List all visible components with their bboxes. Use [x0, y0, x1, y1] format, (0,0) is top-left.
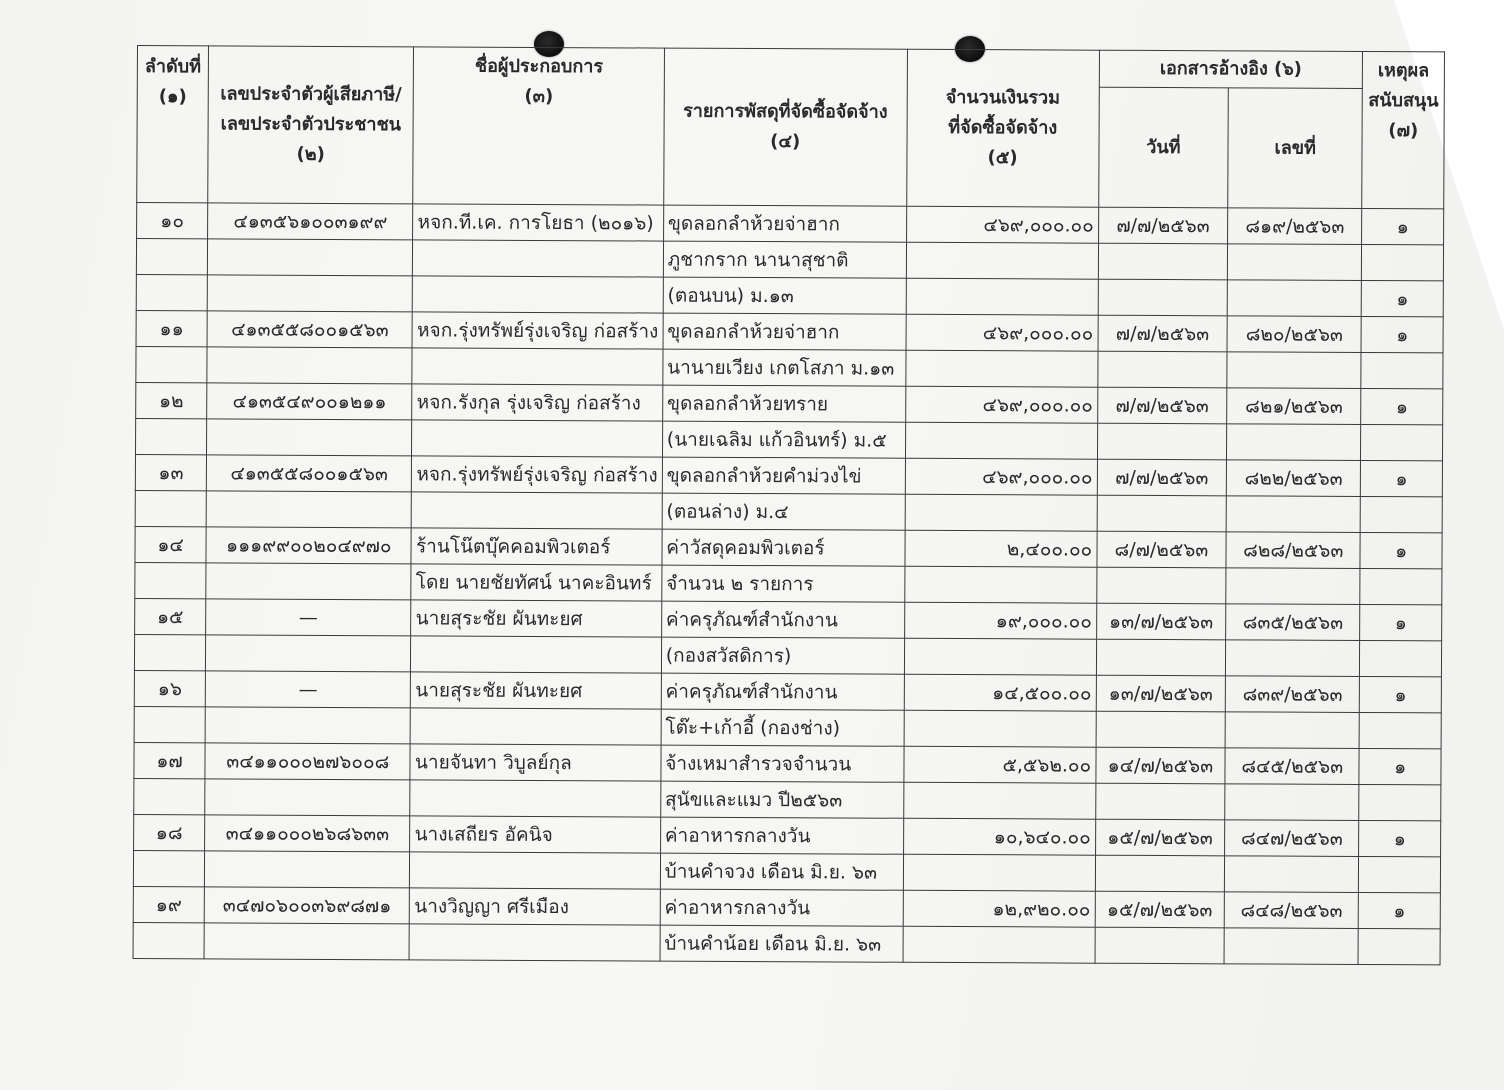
cell-ref-number [1225, 712, 1359, 749]
cell-ref-number-text: ๘๒๑/๒๕๖๓ [1245, 394, 1343, 418]
cell-tax-id-text: ๔๑๓๕๖๑๐๐๓๑๙๙ [233, 209, 388, 233]
cell-ref-date-text: ๑๕/๗/๒๕๖๓ [1106, 898, 1213, 921]
cell-item [660, 853, 903, 890]
cell-vendor [410, 780, 660, 817]
header-ref-date [1098, 87, 1228, 208]
cell-reason [1360, 496, 1442, 532]
cell-index [135, 490, 206, 526]
cell-ref-date-text: ๗/๗/๒๕๖๓ [1115, 322, 1210, 345]
cell-index-text: ๑๐ [160, 209, 185, 232]
cell-index-text: ๑๖ [157, 677, 183, 700]
cell-amount [904, 710, 1096, 747]
cell-tax-id-text: ๑๑๑๙๙๐๐๒๐๔๙๗๐ [226, 533, 392, 557]
cell-tax-id [206, 455, 412, 492]
cell-item-text: (ตอนล่าง) ม.๔ [666, 500, 789, 523]
cell-tax-id [207, 419, 413, 456]
cell-index [134, 742, 205, 778]
cell-amount-text: ๒,๔๐๐.๐๐ [1006, 537, 1093, 561]
cell-amount [904, 674, 1096, 711]
cell-item [662, 457, 905, 494]
cell-amount-text: ๑๐,๖๔๐.๐๐ [993, 825, 1091, 849]
cell-ref-date [1095, 891, 1225, 928]
cell-vendor-text: นายสุระชัย ผันทะยศ [415, 606, 583, 630]
cell-tax-id-text: — [298, 606, 319, 629]
header-ref-number-label: เลขที่ [1274, 137, 1316, 159]
cell-item [662, 421, 905, 458]
cell-ref-number-text: ๘๔๘/๒๕๖๓ [1240, 898, 1343, 922]
cell-reason-text: ๑ [1394, 611, 1407, 634]
cell-tax-id-text: — [298, 678, 318, 701]
cell-amount [906, 242, 1098, 279]
cell-index-text: ๑๔ [157, 533, 184, 556]
cell-tax-id [206, 635, 412, 672]
cell-amount [904, 638, 1096, 675]
cell-item [663, 205, 906, 242]
cell-tax-id-text: ๓๔๑๑๐๐๐๒๗๖๐๐๘ [226, 749, 390, 773]
cell-tax-id [205, 707, 411, 744]
cell-ref-date-text: ๑๔/๗/๒๕๖๓ [1107, 754, 1214, 777]
cell-item-text: สุนัขและแมว ปี๒๕๖๓ [665, 788, 843, 811]
cell-index [136, 382, 207, 418]
cell-vendor [412, 456, 662, 493]
cell-index [135, 526, 206, 562]
cell-tax-id [205, 815, 411, 852]
cell-item-text: ค่าครุภัณฑ์สำนักงาน [665, 680, 838, 703]
cell-amount [906, 278, 1098, 315]
cell-tax-id [207, 347, 413, 384]
cell-item-text: โต๊ะ+เก้าอี้ (กองช่าง) [665, 716, 841, 739]
cell-amount [904, 602, 1096, 639]
cell-reason [1362, 244, 1444, 280]
cell-amount-text: ๑๙,๐๐๐.๐๐ [995, 609, 1092, 633]
cell-index [134, 670, 205, 706]
cell-index [136, 274, 207, 310]
cell-reason-text: ๑ [1394, 683, 1407, 706]
cell-tax-id-text: ๔๑๓๕๔๙๐๐๑๒๑๑ [232, 389, 387, 413]
cell-amount [905, 386, 1097, 423]
cell-ref-date [1096, 603, 1226, 640]
cell-ref-date [1097, 423, 1227, 460]
cell-ref-date [1095, 783, 1225, 820]
cell-tax-id [205, 671, 411, 708]
header-amount-label: จำนวนเงินรวม ที่จัดซื้อจัดจ้าง (๕) [945, 86, 1061, 169]
cell-item-text: จำนวน ๒ รายการ [666, 572, 814, 595]
cell-amount [906, 206, 1098, 243]
cell-ref-number-text: ๘๒๒/๒๕๖๓ [1244, 466, 1343, 490]
cell-ref-number [1226, 640, 1360, 677]
cell-ref-number-text: ๘๒๘/๒๕๖๓ [1243, 538, 1344, 562]
cell-ref-number [1226, 568, 1360, 605]
cell-tax-id [205, 779, 411, 816]
cell-ref-number [1227, 280, 1361, 317]
cell-ref-date [1096, 639, 1226, 676]
cell-vendor [412, 384, 662, 421]
cell-ref-number [1225, 856, 1359, 893]
cell-vendor-text: หจก.รุ่งทรัพย์รุ่งเจริญ ก่อสร้าง [416, 462, 658, 487]
cell-reason [1360, 568, 1442, 604]
cell-ref-date-text: ๑๕/๗/๒๕๖๓ [1107, 826, 1213, 849]
cell-reason [1361, 424, 1443, 460]
cell-index [136, 310, 207, 346]
cell-amount-text: ๑๔,๕๐๐.๐๐ [992, 681, 1092, 705]
cell-index [133, 850, 204, 886]
cell-ref-date-text: ๑๓/๗/๒๕๖๓ [1108, 682, 1213, 705]
cell-vendor-text: หจก.รุ่งทรัพย์รุ่งเจริญ ก่อสร้าง [417, 318, 659, 343]
cell-ref-number-text: ๘๓๙/๒๕๖๓ [1242, 682, 1343, 706]
cell-reason-text: ๑ [1395, 395, 1409, 418]
cell-amount [905, 494, 1097, 531]
cell-ref-date [1096, 711, 1226, 748]
cell-item [660, 817, 903, 854]
cell-reason [1360, 532, 1442, 568]
cell-item-text: นานายเวียง เกตโสภา ม.๑๓ [667, 356, 895, 380]
cell-amount-text: ๕,๕๖๒.๐๐ [1002, 753, 1092, 777]
cell-reason [1359, 712, 1441, 748]
cell-ref-date [1098, 243, 1228, 280]
cell-ref-number [1227, 316, 1361, 353]
cell-tax-id-text: ๔๑๓๕๕๘๐๐๑๕๖๓ [231, 317, 389, 341]
header-tax-id-label: เลขประจำตัวผู้เสียภาษี/ เลขประจำตัวประชาชน (๒) [220, 83, 402, 165]
cell-tax-id-text: ๔๑๓๕๕๘๐๐๑๕๖๓ [230, 461, 388, 485]
cell-ref-number [1227, 388, 1361, 425]
cell-reason-text: ๑ [1396, 323, 1409, 346]
cell-ref-date [1097, 387, 1227, 424]
cell-ref-number [1225, 820, 1359, 857]
cell-item-text: (กองสวัสดิการ) [665, 644, 792, 667]
cell-item [660, 889, 903, 926]
cell-ref-date [1097, 531, 1227, 568]
cell-vendor-text: หจก.รังกุล รุ่งเจริญ ก่อสร้าง [416, 390, 641, 414]
cell-reason [1358, 928, 1440, 964]
header-index-label: ลำดับที่ (๑) [144, 56, 202, 108]
cell-item-text: ขุดลอกลำห้วยคำม่วงไข่ [666, 464, 862, 488]
cell-amount [903, 890, 1095, 927]
cell-tax-id [206, 527, 412, 564]
cell-amount [904, 566, 1096, 603]
cell-ref-date [1097, 459, 1227, 496]
cell-reason [1359, 784, 1441, 820]
cell-tax-id [206, 563, 412, 600]
cell-amount [905, 530, 1097, 567]
header-amount [906, 49, 1099, 207]
cell-tax-id-text: ๓๔๗๐๖๐๐๓๖๙๘๗๑ [222, 893, 392, 917]
cell-index-text: ๑๙ [155, 893, 182, 916]
cell-item [663, 241, 906, 278]
cell-tax-id [206, 599, 412, 636]
cell-reason [1361, 316, 1443, 352]
cell-item [661, 673, 904, 710]
cell-vendor [411, 636, 661, 673]
cell-vendor [412, 348, 662, 385]
cell-amount [905, 458, 1097, 495]
cell-amount [903, 818, 1095, 855]
cell-ref-date [1096, 747, 1226, 784]
cell-reason-text: ๑ [1393, 899, 1406, 922]
cell-ref-number-text: ๘๔๗/๒๕๖๓ [1240, 826, 1343, 850]
cell-ref-date-text: ๗/๗/๒๕๖๓ [1115, 466, 1209, 489]
cell-item-text: ค่าครุภัณฑ์สำนักงาน [665, 608, 838, 631]
table-row [133, 922, 1440, 964]
cell-index [134, 814, 205, 850]
cell-ref-number [1226, 604, 1360, 641]
cell-amount [906, 314, 1098, 351]
cell-item-text: บ้านคำน้อย เดือน มิ.ย. ๖๓ [664, 932, 882, 956]
header-reason [1362, 51, 1444, 208]
cell-tax-id [206, 491, 412, 528]
cell-item [662, 565, 905, 602]
cell-vendor [411, 564, 661, 601]
cell-amount-text: ๔๖๙,๐๐๐.๐๐ [982, 465, 1093, 489]
header-row-top [137, 46, 1444, 89]
cell-reason [1359, 892, 1441, 928]
cell-item [662, 529, 905, 566]
cell-reason-text: ๑ [1396, 215, 1409, 238]
cell-index [133, 922, 204, 958]
header-item [663, 48, 907, 206]
cell-vendor [410, 852, 660, 889]
cell-reason [1360, 640, 1442, 676]
cell-amount [904, 746, 1096, 783]
cell-ref-date-text: ๑๓/๗/๒๕๖๓ [1108, 610, 1214, 633]
cell-item [661, 601, 904, 638]
cell-index [134, 778, 205, 814]
cell-index-text: ๑๗ [156, 749, 183, 772]
cell-reason-text: ๑ [1396, 287, 1409, 310]
cell-vendor-text: ร้านโน๊ตบุ๊คคอมพิวเตอร์ [415, 534, 611, 558]
cell-ref-date [1098, 207, 1228, 244]
cell-reason [1359, 748, 1441, 784]
cell-reason-text: ๑ [1395, 467, 1408, 490]
header-reason-label: เหตุผล สนับสนุน (๗) [1368, 60, 1439, 142]
cell-tax-id [207, 239, 413, 276]
cell-tax-id [207, 311, 413, 348]
cell-item [662, 493, 905, 530]
cell-ref-date [1098, 315, 1228, 352]
cell-item-text: (นายเฉลิม แก้วอินทร์) ม.๕ [666, 428, 887, 452]
cell-ref-number [1224, 892, 1358, 929]
cell-vendor [411, 708, 661, 745]
cell-reason [1361, 388, 1443, 424]
cell-ref-date [1095, 855, 1225, 892]
table-body [133, 203, 1444, 965]
cell-vendor-text: นางเสถียร อัคนิจ [414, 822, 553, 846]
cell-item-text: (ตอนบน) ม.๑๓ [667, 284, 794, 307]
cell-ref-date-text: ๘/๗/๒๕๖๓ [1114, 538, 1209, 561]
cell-ref-number-text: ๘๔๕/๒๕๖๓ [1241, 754, 1344, 778]
cell-amount-text: ๑๒,๙๒๐.๐๐ [992, 897, 1091, 921]
cell-tax-id [207, 383, 413, 420]
cell-vendor-text: หจก.ที.เค. การโยธา (๒๐๑๖) [417, 210, 654, 235]
cell-item [662, 385, 905, 422]
cell-index-text: ๑๘ [155, 821, 183, 844]
cell-ref-number [1228, 244, 1362, 281]
cell-item-text: ขุดลอกลำห้วยจ่าฮาก [667, 320, 840, 343]
cell-vendor [410, 744, 660, 781]
cell-vendor [410, 888, 660, 925]
cell-index [136, 239, 207, 275]
cell-tax-id [208, 203, 414, 240]
cell-tax-id [204, 851, 410, 888]
cell-tax-id [204, 887, 410, 924]
cell-amount [905, 350, 1097, 387]
cell-item-text: ภูชากราก นานาสุชาติ [667, 248, 849, 271]
cell-amount-text: ๔๖๙,๐๐๐.๐๐ [982, 393, 1093, 417]
cell-reason [1360, 676, 1442, 712]
cell-amount [903, 782, 1095, 819]
cell-vendor [409, 924, 659, 961]
header-index [137, 46, 209, 203]
cell-vendor [410, 816, 660, 853]
cell-vendor [413, 240, 663, 277]
cell-reason [1362, 280, 1444, 316]
cell-reason-text: ๑ [1395, 539, 1408, 562]
cell-reason-text: ๑ [1394, 755, 1407, 778]
cell-reason-text: ๑ [1393, 827, 1406, 850]
cell-index-text: ๑๕ [156, 605, 184, 628]
cell-item [663, 313, 906, 350]
cell-index [134, 706, 205, 742]
cell-ref-date [1095, 927, 1225, 964]
cell-item [663, 349, 906, 386]
cell-reason [1361, 460, 1443, 496]
header-vendor-label: ชื่อผู้ประกอบการ (๓) [474, 55, 604, 108]
cell-item [663, 277, 906, 314]
cell-ref-number [1226, 496, 1360, 533]
cell-vendor-text: นายจันทา วิบูลย์กุล [414, 750, 572, 774]
cell-index [135, 454, 206, 490]
cell-ref-number [1225, 676, 1359, 713]
cell-ref-number [1224, 928, 1358, 965]
cell-ref-date [1096, 675, 1226, 712]
cell-vendor [412, 312, 662, 349]
cell-index-text: ๑๑ [159, 317, 184, 340]
cell-item-text: ขุดลอกลำห้วยทราย [666, 392, 829, 415]
cell-item [661, 709, 904, 746]
cell-vendor [411, 528, 661, 565]
cell-amount [905, 422, 1097, 459]
cell-reason [1360, 604, 1442, 640]
cell-vendor [411, 672, 661, 709]
cell-item-text: ขุดลอกลำห้วยจ่าฮาก [667, 212, 841, 235]
cell-vendor [412, 492, 662, 529]
cell-amount-text: ๔๖๙,๐๐๐.๐๐ [983, 213, 1094, 237]
cell-tax-id [207, 275, 413, 312]
cell-item [660, 781, 903, 818]
cell-index [135, 562, 206, 598]
cell-item-text: จ้างเหมาสำรวจจำนวน [665, 752, 852, 775]
cell-index [137, 203, 208, 239]
cell-vendor [413, 276, 663, 313]
cell-tax-id [205, 743, 411, 780]
header-item-label: รายการพัสดุที่จัดซื้อจัดจ้าง (๔) [683, 100, 888, 153]
cell-ref-number-text: ๘๓๕/๒๕๖๓ [1242, 610, 1344, 634]
header-reference [1099, 50, 1363, 88]
procurement-table [133, 45, 1445, 965]
cell-reason [1362, 208, 1444, 244]
cell-item [661, 637, 904, 674]
cell-index [133, 886, 204, 922]
cell-reason [1359, 856, 1441, 892]
cell-item [661, 745, 904, 782]
cell-tax-id [204, 923, 410, 960]
header-ref-number [1228, 88, 1363, 209]
header-reference-label: เอกสารอ้างอิง (๖) [1159, 57, 1302, 80]
cell-ref-number-text: ๘๑๙/๒๕๖๓ [1245, 214, 1345, 238]
cell-index [136, 346, 207, 382]
cell-index [134, 634, 205, 670]
cell-index [135, 598, 206, 634]
cell-vendor [413, 204, 663, 241]
header-tax-id [208, 46, 414, 204]
cell-item-text: ค่าอาหารกลางวัน [664, 824, 811, 847]
cell-ref-number [1228, 208, 1362, 245]
cell-index-text: ๑๓ [158, 461, 184, 484]
cell-ref-date [1096, 567, 1226, 604]
cell-vendor-text: นางวิญญา ศรีเมือง [414, 894, 569, 918]
cell-vendor [411, 600, 661, 637]
cell-ref-date [1097, 495, 1227, 532]
cell-ref-number [1226, 532, 1360, 569]
cell-ref-number [1225, 748, 1359, 785]
cell-amount-text: ๔๖๙,๐๐๐.๐๐ [982, 321, 1094, 345]
cell-amount [903, 926, 1095, 963]
cell-ref-number [1227, 424, 1361, 461]
cell-index-text: ๑๒ [158, 389, 184, 412]
cell-ref-number-text: ๘๒๐/๒๕๖๓ [1245, 322, 1343, 346]
cell-amount [903, 854, 1095, 891]
cell-vendor [412, 420, 662, 457]
cell-index [135, 418, 206, 454]
cell-ref-date-text: ๗/๗/๒๕๖๓ [1116, 214, 1210, 237]
header-ref-date-label: วันที่ [1146, 136, 1181, 158]
cell-reason [1361, 352, 1443, 388]
cell-item-text: บ้านคำจวง เดือน มิ.ย. ๖๓ [664, 860, 878, 884]
cell-ref-date-text: ๗/๗/๒๕๖๓ [1115, 394, 1209, 417]
header-vendor [413, 47, 664, 205]
cell-vendor-text: โดย นายชัยทัศน์ นาคะอินทร์ [415, 570, 652, 595]
cell-tax-id-text: ๓๔๑๑๐๐๐๒๖๘๖๓๓ [225, 821, 390, 845]
cell-vendor-text: นายสุระชัย ผันทะยศ [415, 678, 583, 702]
cell-ref-number [1225, 784, 1359, 821]
cell-ref-number [1226, 460, 1360, 497]
cell-ref-number [1227, 352, 1361, 389]
cell-reason [1359, 820, 1441, 856]
cell-item [660, 925, 903, 962]
cell-item-text: ค่าอาหารกลางวัน [664, 896, 811, 919]
cell-item-text: ค่าวัสดุคอมพิวเตอร์ [666, 536, 825, 559]
cell-ref-date [1097, 351, 1227, 388]
cell-ref-date [1095, 819, 1225, 856]
cell-ref-date [1098, 279, 1228, 316]
